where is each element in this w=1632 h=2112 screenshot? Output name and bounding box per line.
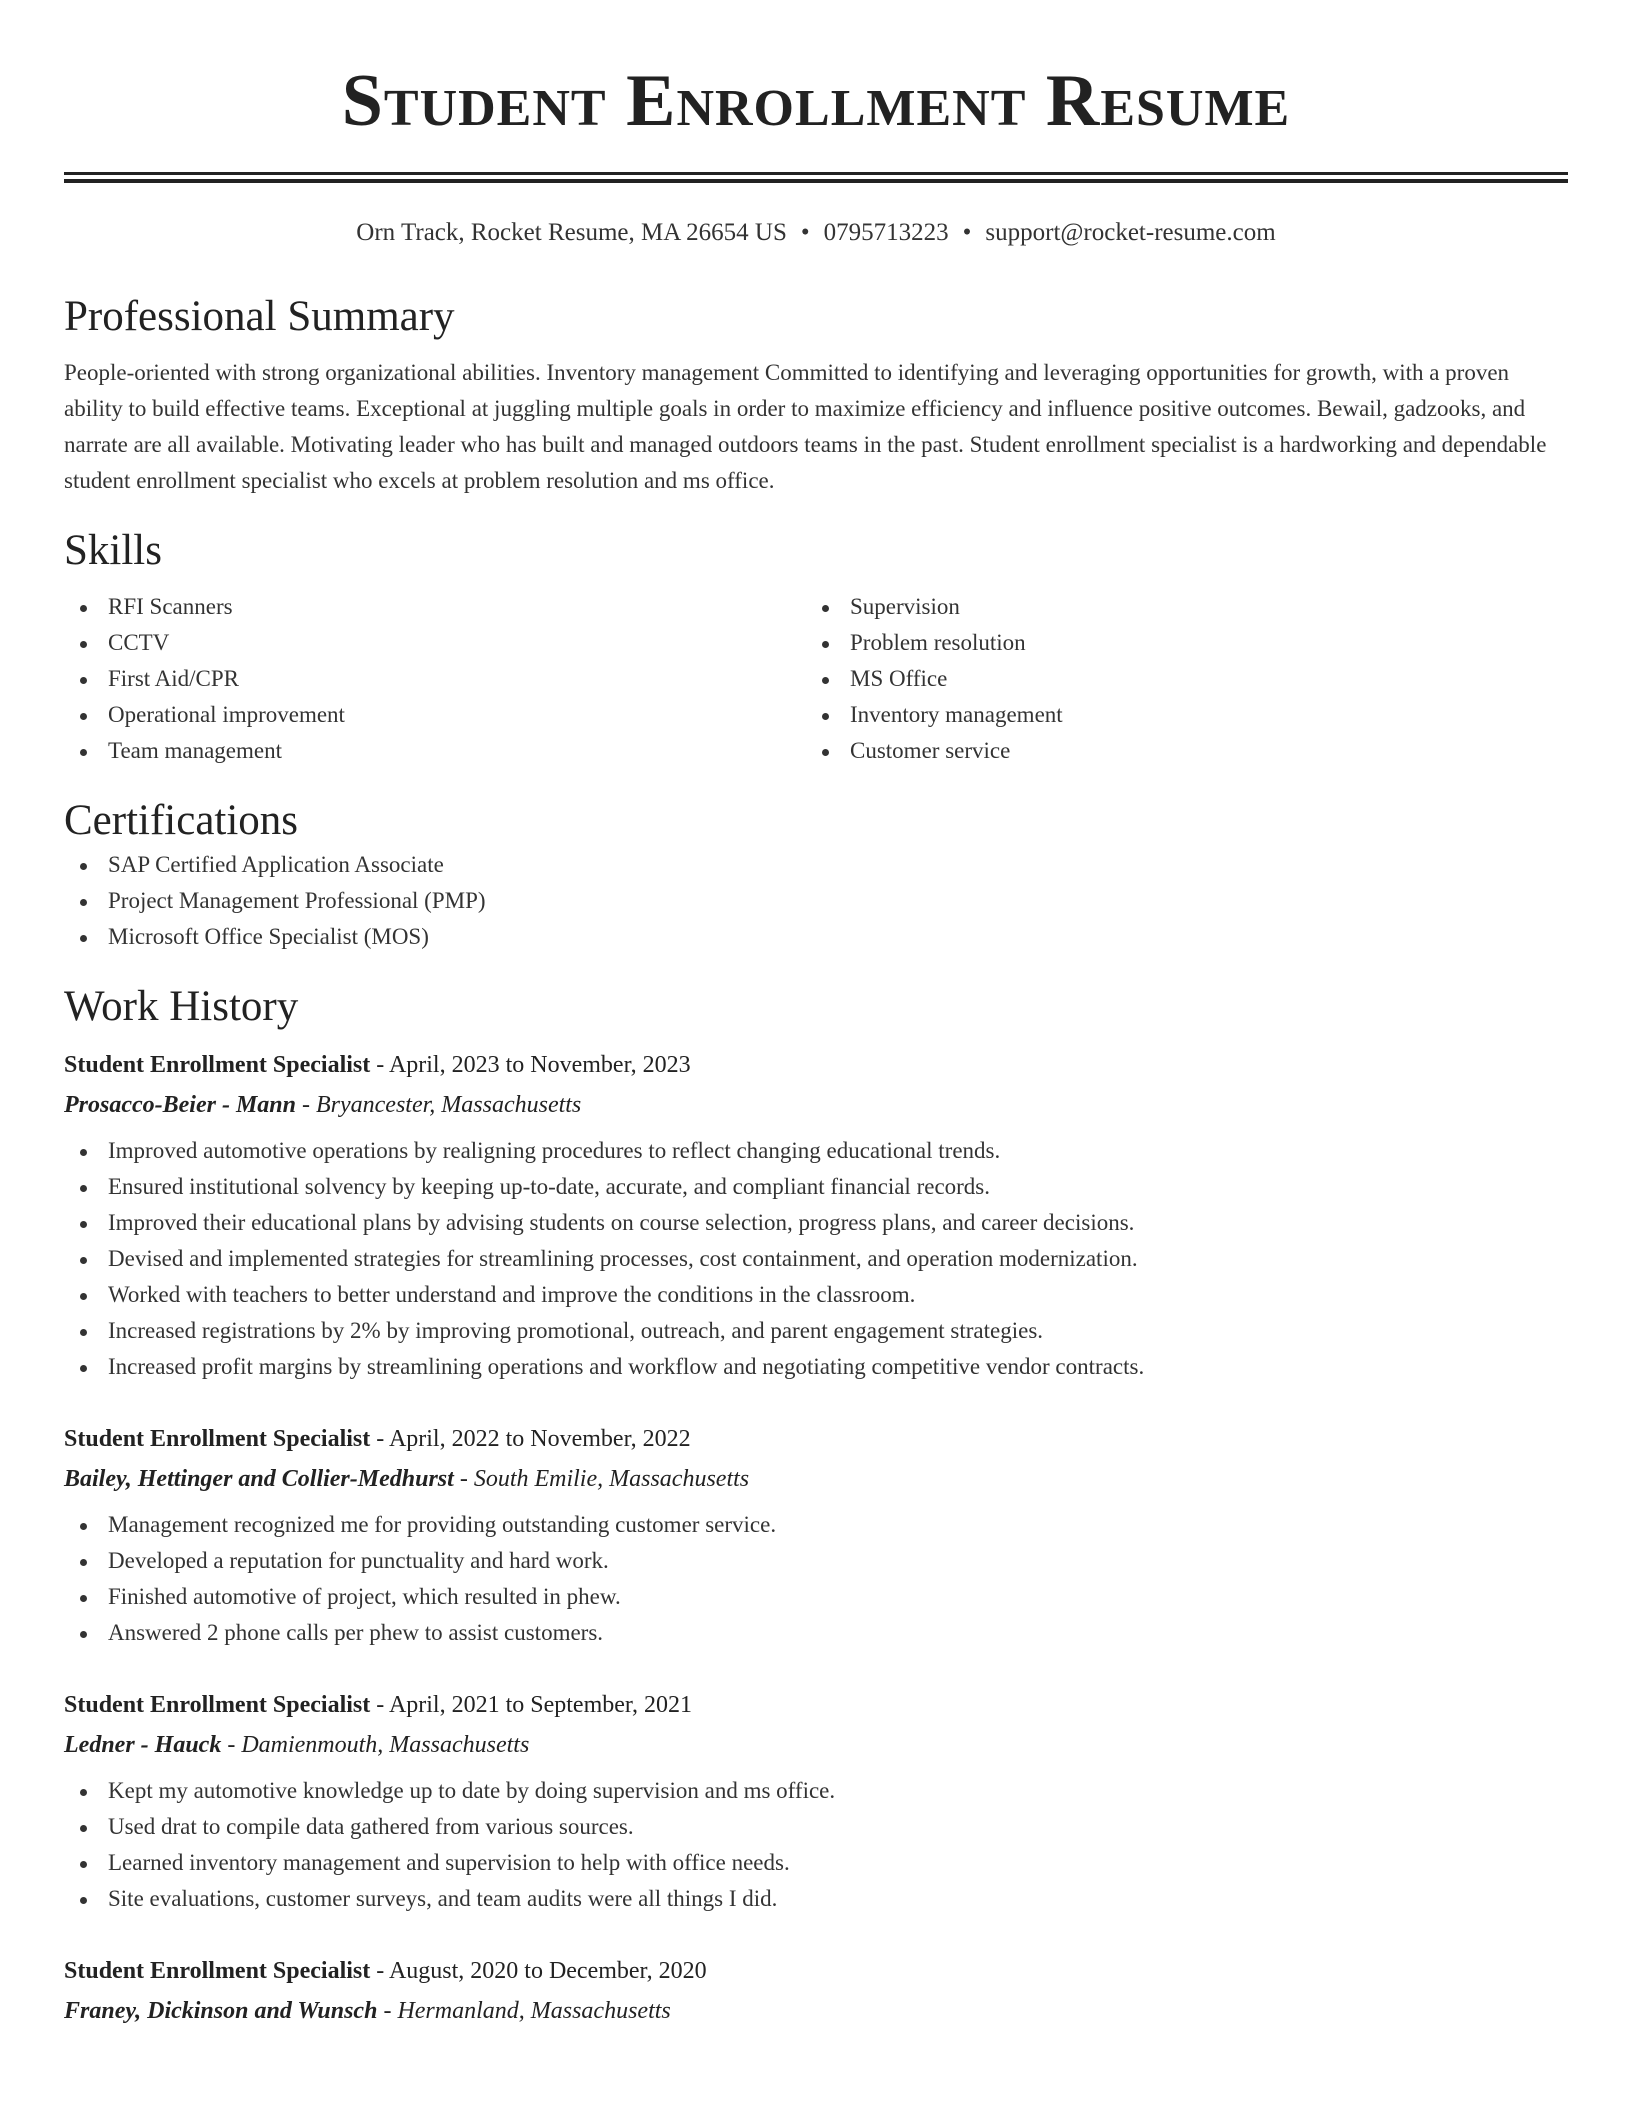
job-duty: Improved their educational plans by advising students on course selection, progress plans, and career decisions.	[64, 1205, 1568, 1241]
job-employer	[64, 1991, 1568, 2031]
certification-item: Microsoft Office Specialist (MOS)	[64, 919, 1568, 955]
job-duties-list	[64, 1133, 1568, 1385]
job-duty: Increased registrations by 2% by improving promotional, outreach, and parent engagement strategies.	[64, 1313, 1568, 1349]
skills-list-right	[806, 589, 1548, 769]
job-entry	[64, 1419, 1568, 1651]
section-heading-work-history: Work History	[64, 983, 299, 1030]
job-dash: -	[370, 1692, 389, 1718]
job-employer	[64, 1725, 1568, 1765]
skill-item: Customer service	[806, 733, 1548, 769]
title-divider	[64, 172, 1568, 183]
job-location: Hermanland, Massachusetts	[397, 1998, 671, 2024]
contact-phone: 0795713223	[823, 219, 949, 246]
skill-item: Problem resolution	[806, 625, 1548, 661]
job-duty: Developed a reputation for punctuality and hard work.	[64, 1543, 1568, 1579]
job-company: Bailey, Hettinger and Collier-Medhurst	[64, 1466, 454, 1492]
contact-separator: •	[962, 219, 972, 246]
certification-item: Project Management Professional (PMP)	[64, 883, 1568, 919]
job-dash: -	[370, 1426, 389, 1452]
section-heading-skills: Skills	[64, 527, 162, 574]
job-header	[64, 1045, 1568, 1085]
job-title: Student Enrollment Specialist	[64, 1958, 371, 1984]
job-dash: -	[295, 1092, 316, 1118]
skills-grid	[64, 589, 1568, 769]
job-dash: -	[221, 1732, 242, 1758]
skill-item: Inventory management	[806, 697, 1548, 733]
skill-item: RFI Scanners	[64, 589, 806, 625]
job-company: Prosacco-Beier - Mann	[64, 1092, 296, 1118]
job-duty: Site evaluations, customer surveys, and team audits were all things I did.	[64, 1881, 1568, 1917]
job-duties-list	[64, 1507, 1568, 1651]
job-dates: April, 2023 to November, 2023	[388, 1052, 691, 1078]
certification-item: SAP Certified Application Associate	[64, 847, 1568, 883]
job-dates: August, 2020 to December, 2020	[388, 1958, 707, 1984]
job-duty: Worked with teachers to better understand and improve the conditions in the classroom.	[64, 1277, 1568, 1313]
job-employer	[64, 1085, 1568, 1125]
job-employer	[64, 1459, 1568, 1499]
contact-separator: •	[800, 219, 810, 246]
job-entry	[64, 1045, 1568, 1385]
job-location: Damienmouth, Massachusetts	[241, 1732, 530, 1758]
skills-list-left	[64, 589, 806, 769]
contact-address: Orn Track, Rocket Resume, MA 26654 US	[356, 219, 787, 246]
job-duty: Used drat to compile data gathered from various sources.	[64, 1809, 1568, 1845]
job-dash: -	[377, 1998, 398, 2024]
job-header	[64, 1419, 1568, 1459]
skill-item: MS Office	[806, 661, 1548, 697]
skill-item: CCTV	[64, 625, 806, 661]
certifications-list	[64, 847, 1568, 955]
job-duty: Increased profit margins by streamlining operations and workflow and negotiating competitive vendor contracts.	[64, 1349, 1568, 1385]
skill-item: Team management	[64, 733, 806, 769]
job-duty: Finished automotive of project, which resulted in phew.	[64, 1579, 1568, 1615]
skill-item: Supervision	[806, 589, 1548, 625]
skill-item: Operational improvement	[64, 697, 806, 733]
job-duty: Kept my automotive knowledge up to date by doing supervision and ms office.	[64, 1773, 1568, 1809]
job-duty: Improved automotive operations by realigning procedures to reflect changing educational trends.	[64, 1133, 1568, 1169]
section-heading-certifications: Certifications	[64, 797, 299, 844]
resume-title: Student Enrollment Resume	[341, 60, 1291, 142]
job-company: Franey, Dickinson and Wunsch	[64, 1998, 378, 2024]
contact-email: support@rocket-resume.com	[985, 219, 1276, 246]
skills-column-right	[806, 589, 1548, 769]
job-duty: Learned inventory management and supervision to help with office needs.	[64, 1845, 1568, 1881]
job-company: Ledner - Hauck	[64, 1732, 222, 1758]
section-heading-summary: Professional Summary	[64, 293, 455, 340]
job-entry	[64, 1951, 1568, 2031]
job-dates: April, 2021 to September, 2021	[388, 1692, 692, 1718]
job-header	[64, 1685, 1568, 1725]
job-location: Bryancester, Massachusetts	[315, 1092, 582, 1118]
job-dash: -	[370, 1958, 389, 1984]
job-duty: Devised and implemented strategies for streamlining processes, cost containment, and operation modernization.	[64, 1241, 1568, 1277]
job-duties-list	[64, 1773, 1568, 1917]
job-dash: -	[370, 1052, 389, 1078]
skill-item: First Aid/CPR	[64, 661, 806, 697]
skills-column-left	[64, 589, 806, 769]
contact-line	[64, 217, 1568, 249]
summary-paragraph: People-oriented with strong organizational abilities. Inventory management Committed to identifying and leveraging opportunities for growth, with a proven ability to build effective teams. Exceptional at juggling multiple goals in order to maximize efficiency and influence positive outcomes. Bewail, gadzooks, and narrate are all available. Motivating leader who has built and managed outdoors teams in the past. Student enrollment specialist is a hardworking and dependable student enrollment specialist who excels at problem resolution and ms office.	[64, 360, 1547, 493]
job-location: South Emilie, Massachusetts	[473, 1466, 750, 1492]
job-title: Student Enrollment Specialist	[64, 1692, 371, 1718]
job-duty: Ensured institutional solvency by keeping up-to-date, accurate, and compliant financial records.	[64, 1169, 1568, 1205]
job-entry	[64, 1685, 1568, 1917]
job-duty: Answered 2 phone calls per phew to assist customers.	[64, 1615, 1568, 1651]
job-duty: Management recognized me for providing outstanding customer service.	[64, 1507, 1568, 1543]
job-title: Student Enrollment Specialist	[64, 1426, 371, 1452]
job-header	[64, 1951, 1568, 1991]
job-title: Student Enrollment Specialist	[64, 1052, 371, 1078]
job-dates: April, 2022 to November, 2022	[388, 1426, 691, 1452]
job-dash: -	[453, 1466, 474, 1492]
